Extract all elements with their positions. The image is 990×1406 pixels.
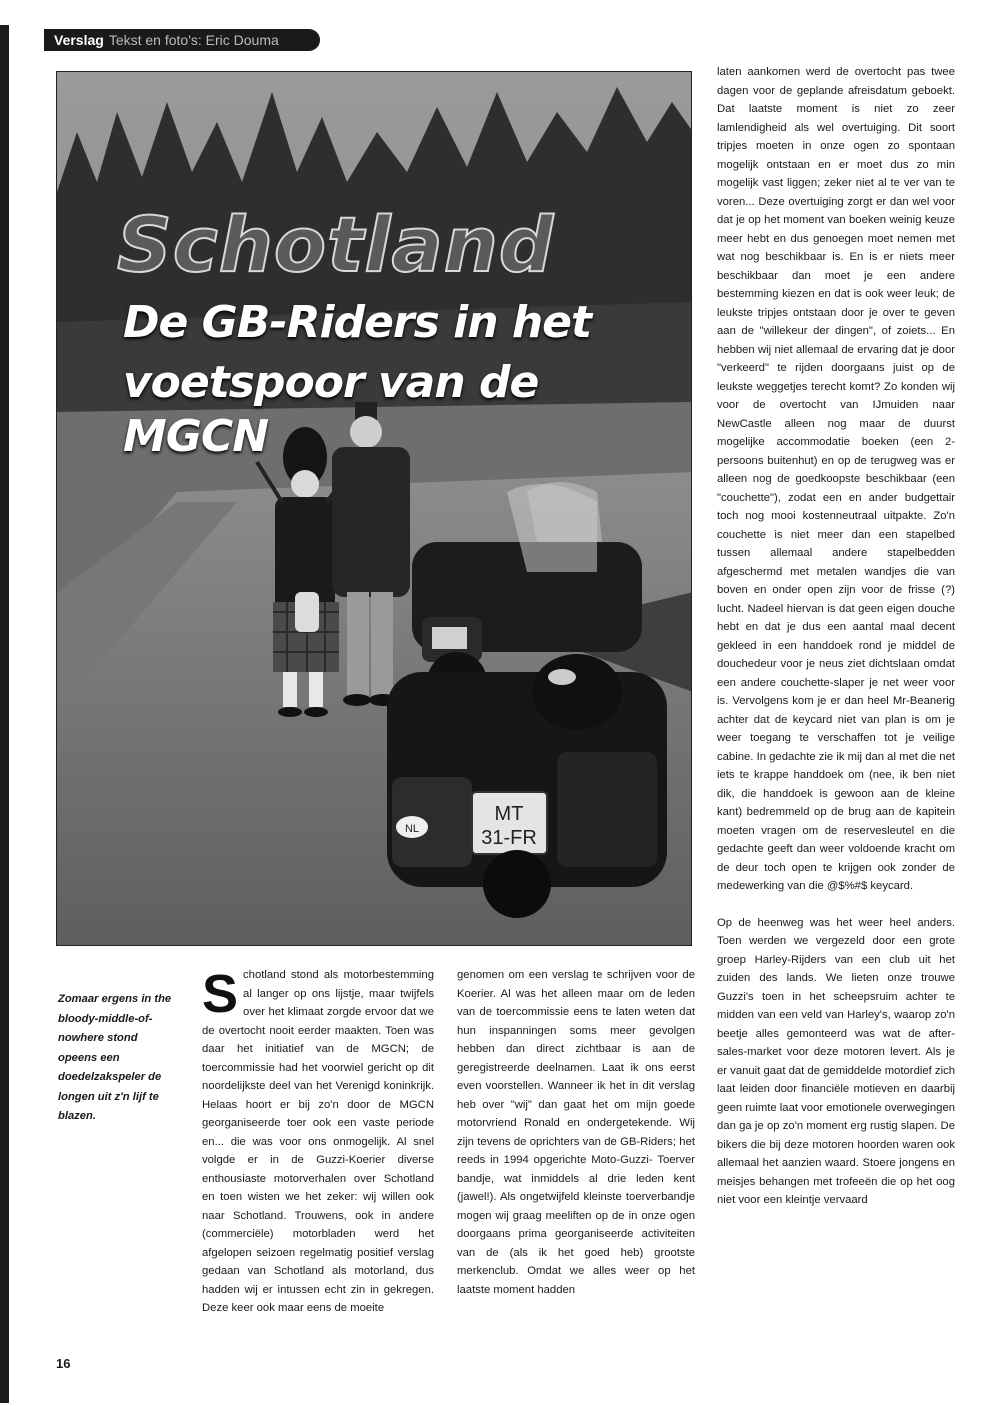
article-col2-text: genomen om een verslag te schrijven voor de Koerier. Al was het alleen maar om de leden van de toercommissie eens te laten weten dat hun inspanningen soms meer gevolgen hebben dan direct zichtbaar is aan de geregistreerde deelnamen. Laat ik ons eerst even voorstellen. Wanneer ik het in dit verslag heb over "wij" dan gaat het om mijn goede motorvriend Ronald en ondergetekende. Wij zijn tevens de oprichters van de GB-Riders; het reeds in 1994 opgerichte Moto-Guzzi- Toerver bandje, wat inmiddels al drie leden kent (jawel!). Als ongetwijfeld kleinste toerverbandje mogen wij graag meeliften op de in onze ogen doorgaans prima georganiseerde activiteiten van de (als ik het goed heb) grootste merkenclub. Omdat we alles weer op het laatste moment hadden bbox=[457, 969, 695, 1296]
page-edge-bar bbox=[0, 25, 9, 1403]
section-label: Verslag bbox=[54, 32, 104, 48]
article-col1-text: chotland stond als motorbestemming al langer op ons lijstje, maar twijfels over het klimaat zorgde ervoor dat we de overtocht nooit eerder maakten. Toen was daar het initiatief van de MGCN; de toercommissie had het voorwiel gericht op dit noordelijkste deel van het Verenigd koninkrijk. Helaas hoort er bij zo'n door de MGCN georganiseerde toer ook een vaste periode en... die was voor ons onmogelijk. Al snel volgde er in de Guzzi-Koerier diverse enthousiaste motorverhalen over Schotland en toen wisten we het zeker: wij willen ook naar Schotland. Trouwens, ook in andere (commerciële) motorbladen werd het afgelopen seizoen regelmatig positief verslag gedaan van Schotland als motorland, dus hadden wij er intussen echt zin in gekregen. Deze keer ook maar eens de moeite bbox=[202, 969, 434, 1314]
article-col3-paragraph-2: Op de heenweg was het weer heel anders. Toen werden we vergezeld door een grote groep Harley-Rijders van een club uit het zuiden des lands. We lieten onze trouwe Guzzi's toen in het scheepsruim achter te midden van een veld van Harley's, waarop zo'n beetje alles gemonteerd was wat de after-sales-market voor deze motoren levert. Als je er vanuit gaat dat de gemiddelde motordief zich laat leiden door financiële motieven en daarbij geen ruimte laat voor emotionele overwegingen dan ga je op zo'n moment erg rustig slapen. De bikers die bij deze motoren hoorden waren ook allemaal het aanzien waard. Stoere jongens en meisjes behangen met trofeeën die op het oog niet voor een kleintje vervaard bbox=[717, 916, 956, 1206]
license-plate-line2: 31-FR bbox=[481, 827, 537, 849]
photo-caption: Zomaar ergens in the bloody-middle-of-nowhere stond opeens een doedelzakspeler de longen uit z'n lijf te blazen. bbox=[58, 993, 172, 1122]
article-col3-paragraph-1: laten aankomen werd de overtocht pas twee dagen voor de geplande afreisdatum geboekt. Dat laatste moment is niet zo zeer lamlendigheid als wel overtuiging. Dit soort tripjes moeten in onze ogen zo spontaan mogelijk ontstaan en er moet dus zo min mogelijk vast liggen; zeker niet al te ver van te voren... Deze overtuiging zorgt er dan wel voor dat je op het moment van boeken weinig keuze meer hebt en dus genoegen moet nemen met wat nog beschikbaar is. En is er niets meer beschikbaar dan moet je een andere bestemming kiezen en dat is ook weer leuk; de leukste tripjes ontstaan door je over te geven aan de "willekeur der dingen", of zoiets... En hebben wij niet allemaal de ervaring dat je door "verkeerd" te rijden doorgaans juist op de leukste weggetjes terecht komt? Zo konden wij voor de overtocht van IJmuiden naar NewCastle alleen nog maar de duurst mogelijke accommodatie boeken (een 2-persoons buitenhut) en op de terugweg was er alleen nog de goedkoopste beschikbaar (een "couchette"), zodat een en ander budgettair toch nog mooi kostenneutraal uitpakte. Zo'n couchette is niet meer dan een stapelbed tussen allemaal andere stapelbedden afgeschermd met metalen wandjes die van boven en onder open zijn voor de frisse (?) lucht. Nadeel hiervan is dat geen eigen douche hebt en dat je dus een aantal maal decent gekleed in een handdoek rond je middel de douchedeur voor je neus ziet dichtslaan omdat een andere couchette-slaper je net weer voor is. Vervolgens kom je er dan heel Mr-Beanerig achter dat de keycard niet van plan is om je weer toegang te verschaffen tot je veilige cabine. In gedachte zie ik mij dan al met die net iets te krappe handdoek om (nee, ik ben niet dik, die handdoek is gewoon aan de kleine kant) bedremmeld op de brug aan de kapitein moeten vragen om de reservesleutel en die gedachte geeft dan weer voldoende kracht om de deur toch open te krijgen ook zonder de medewerking van die @$%#$ keycard. bbox=[717, 66, 956, 892]
headline-subtitle-line2: voetspoor van de MGCN bbox=[123, 357, 539, 462]
hero-photo bbox=[56, 71, 692, 946]
article-column-3 bbox=[717, 63, 955, 1210]
article-column-1 bbox=[202, 966, 434, 1318]
country-badge: NL bbox=[404, 823, 420, 835]
license-plate-line1: MT bbox=[494, 803, 524, 825]
headline-subtitle-line1: De GB-Riders in het bbox=[123, 297, 592, 348]
page-number: 16 bbox=[56, 1356, 71, 1371]
photo-credit: Tekst en foto's: Eric Douma bbox=[108, 32, 279, 48]
article-column-2 bbox=[457, 966, 695, 1299]
section-header-tab bbox=[44, 29, 320, 51]
headline bbox=[117, 200, 691, 464]
headline-title: Schotland bbox=[117, 200, 555, 289]
drop-cap: S bbox=[202, 964, 239, 1024]
